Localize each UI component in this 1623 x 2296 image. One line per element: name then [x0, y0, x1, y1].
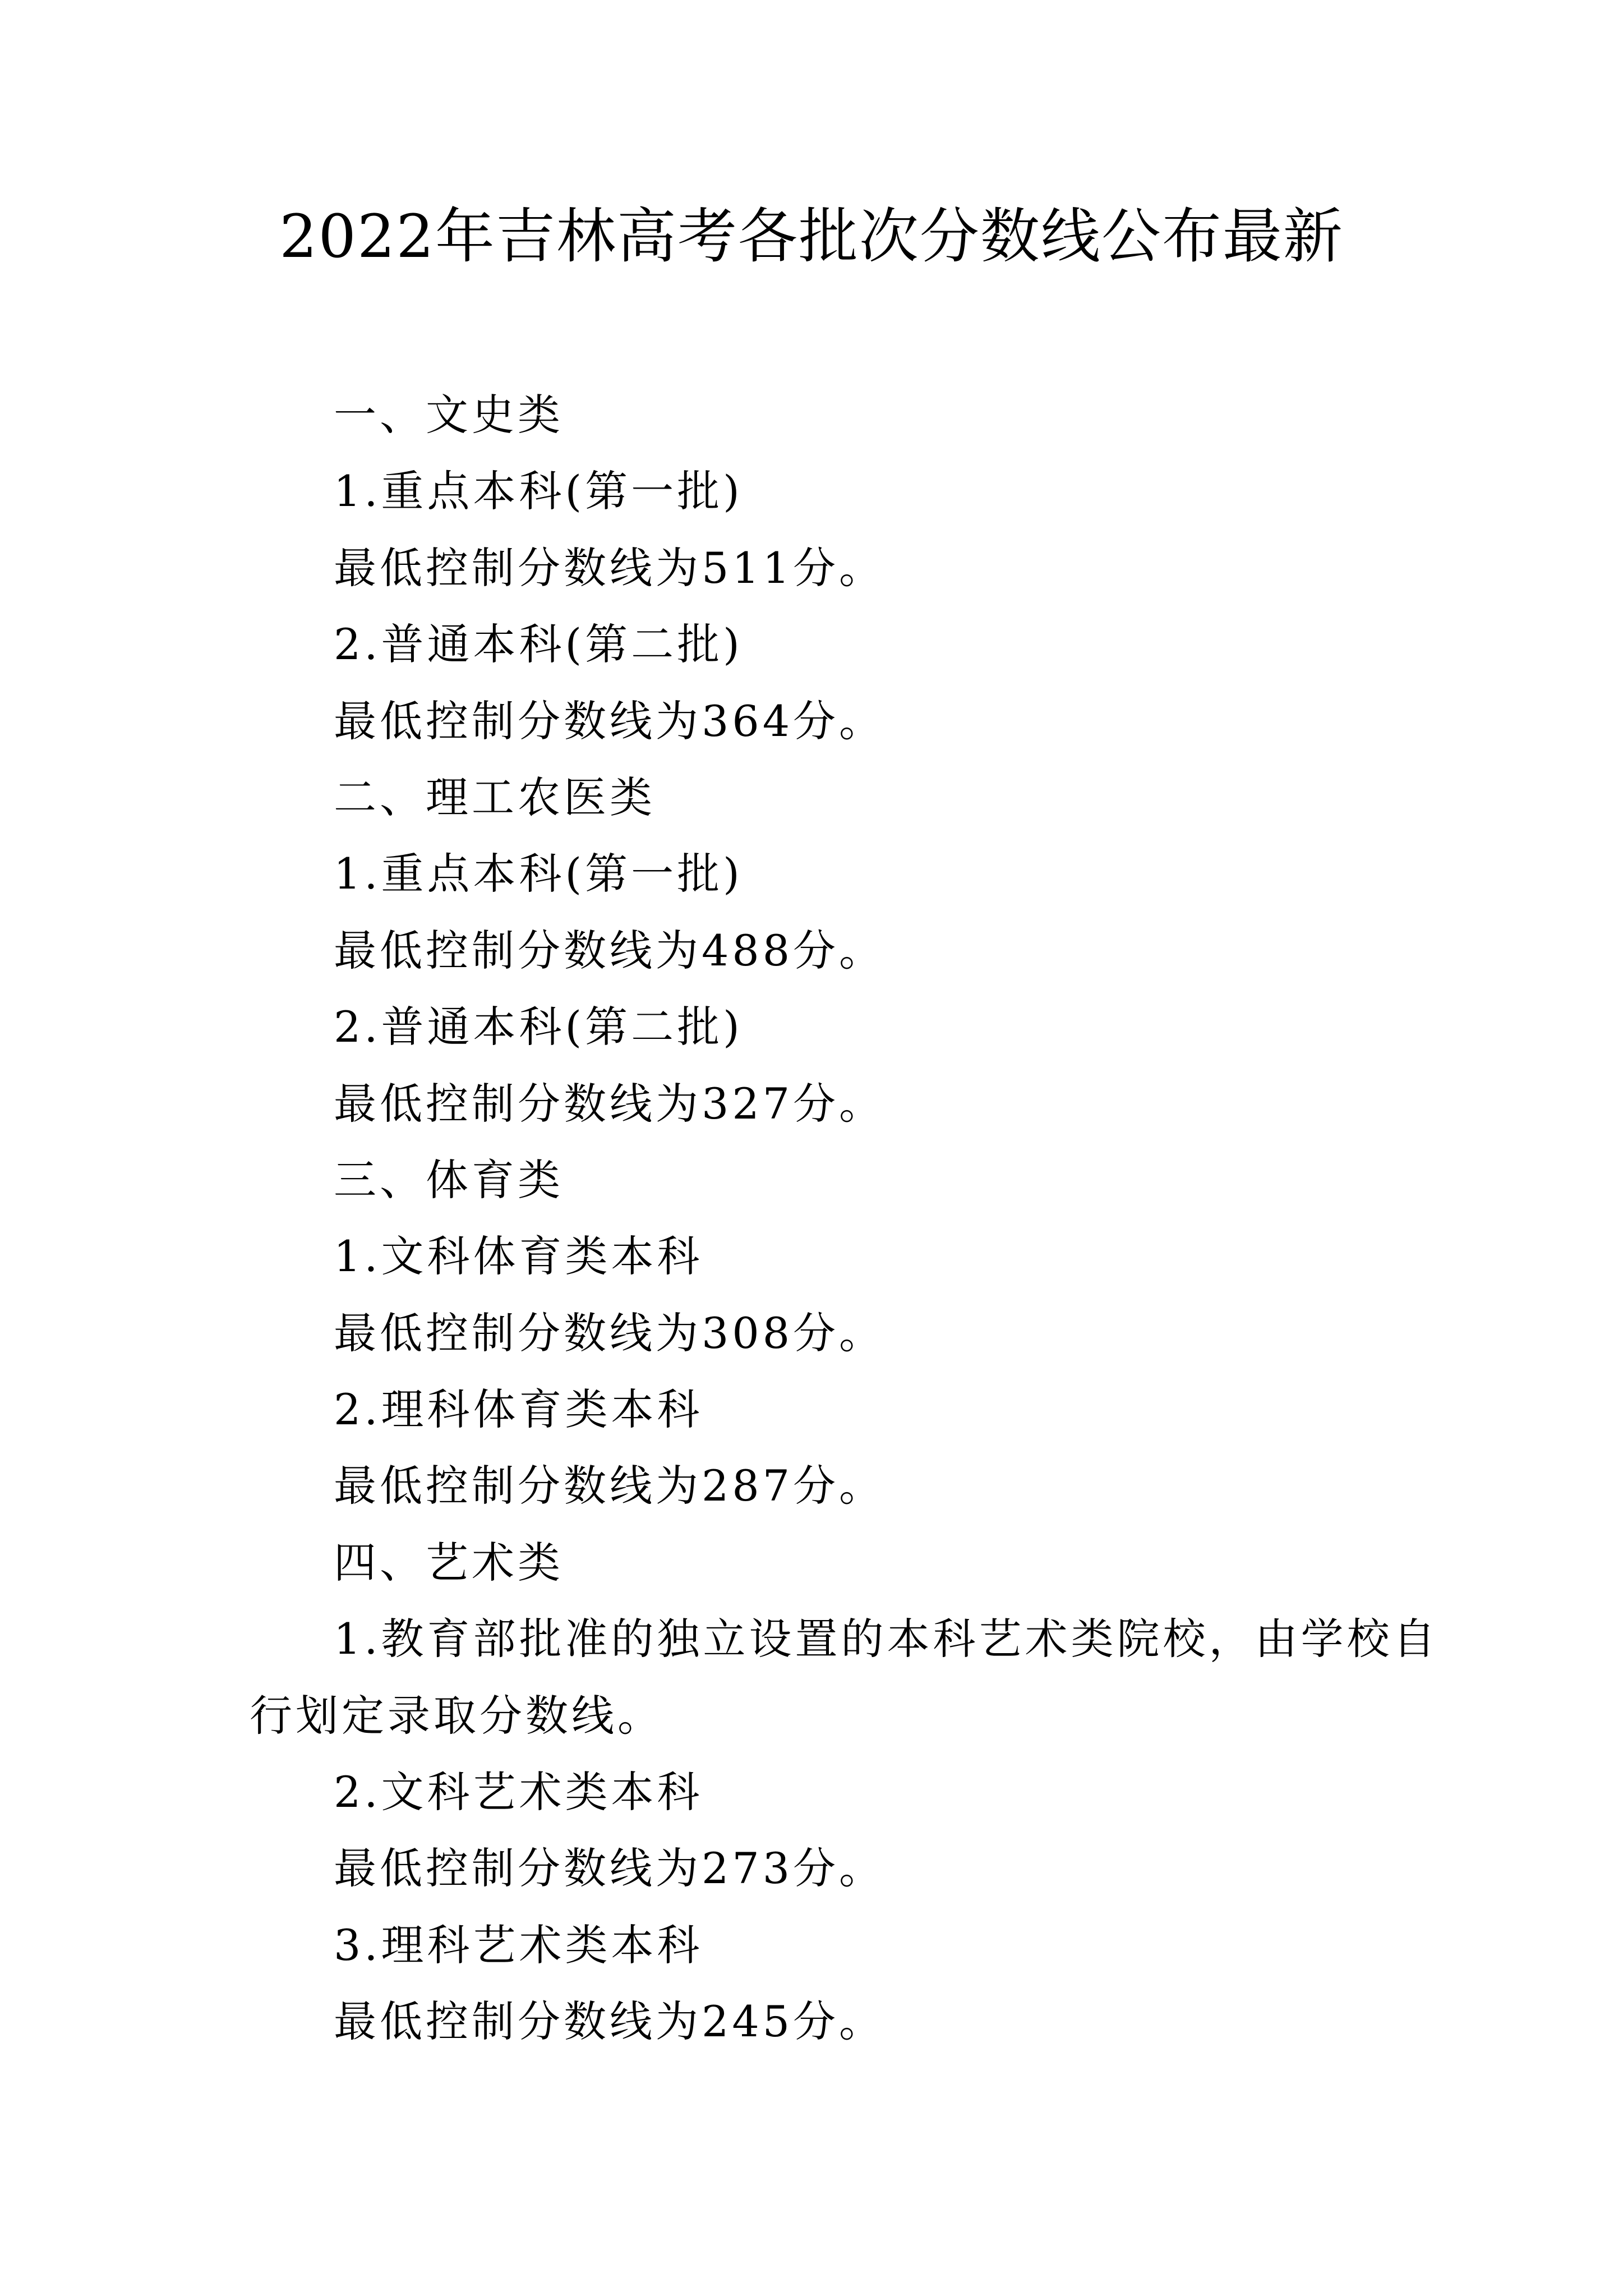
batch-heading: 1.重点本科(第一批) [334, 466, 743, 517]
batch-heading: 2.文科艺术类本科 [334, 1767, 703, 1818]
score-line: 最低控制分数线为273分。 [334, 1843, 886, 1894]
score-line: 最低控制分数线为245分。 [334, 1996, 886, 2047]
section-heading-science: 二、理工农医类 [334, 772, 656, 822]
paragraph-line: 1.教育部批准的独立设置的本科艺术类院校，由学校自 [334, 1614, 1439, 1664]
document-body [250, 377, 1439, 2060]
score-line: 最低控制分数线为327分。 [334, 1078, 886, 1129]
section-heading-liberal-arts: 一、文史类 [334, 390, 564, 440]
batch-heading: 2.普通本科(第二批) [334, 1002, 743, 1052]
paragraph-line-continued: 行划定录取分数线。 [250, 1690, 663, 1741]
batch-heading: 2.理科体育类本科 [334, 1384, 703, 1435]
page-title: 2022年吉林高考各批次分数线公布最新 [279, 202, 1344, 271]
section-heading-arts: 四、艺术类 [334, 1537, 564, 1588]
section-heading-sports: 三、体育类 [334, 1154, 564, 1205]
batch-heading: 3.理科艺术类本科 [334, 1920, 703, 1970]
score-line: 最低控制分数线为287分。 [334, 1461, 886, 1511]
batch-heading: 2.普通本科(第二批) [334, 619, 743, 670]
score-line: 最低控制分数线为308分。 [334, 1308, 886, 1358]
batch-heading: 1.文科体育类本科 [334, 1231, 703, 1282]
batch-heading: 1.重点本科(第一批) [334, 849, 743, 899]
score-line: 最低控制分数线为364分。 [334, 696, 886, 746]
score-line: 最低控制分数线为488分。 [334, 925, 886, 976]
score-line: 最低控制分数线为511分。 [334, 542, 886, 593]
